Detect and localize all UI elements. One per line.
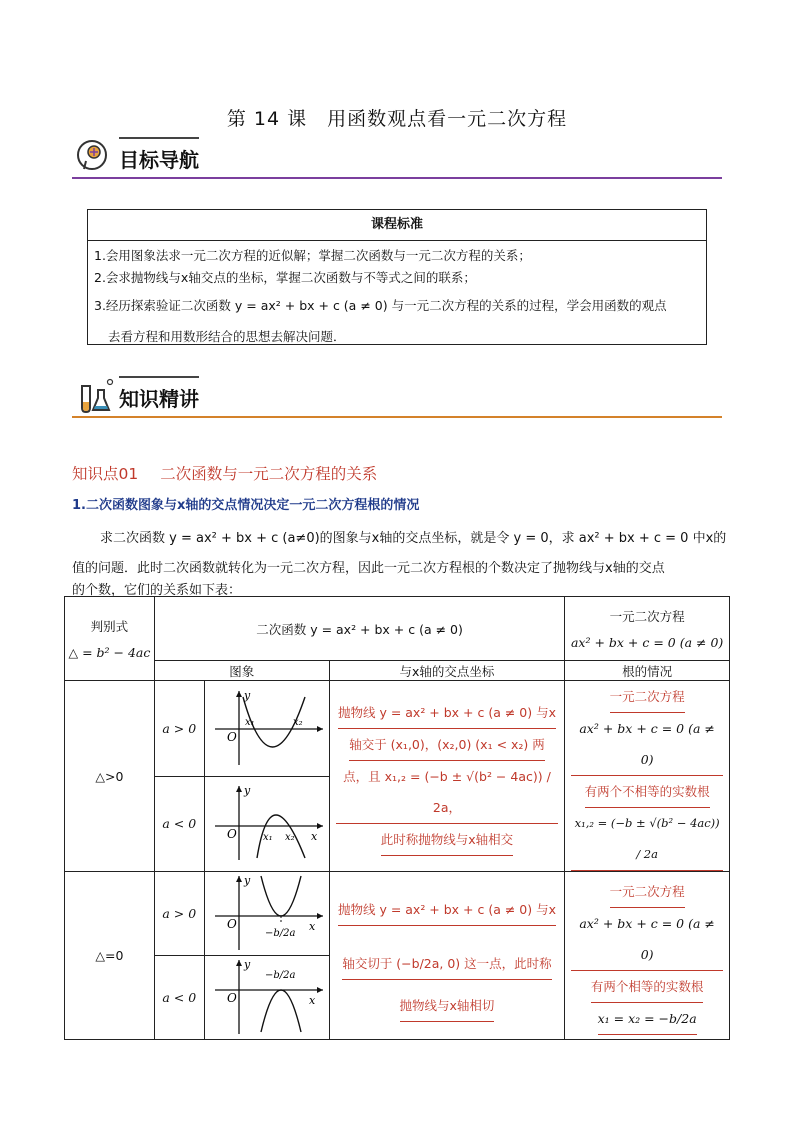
roots-text: x₁ = x₂ = −b/2a (598, 1003, 697, 1035)
relationship-table (64, 596, 730, 1040)
x-axis-label: x (309, 994, 316, 1007)
intersection-text: 轴交切于 (−b/2a, 0) 这一点，此时称 (342, 948, 551, 980)
standard-item: 1.会用图象法求一元二次方程的近似解；掌握二次函数与一元二次方程的关系； (94, 248, 531, 263)
parabola-down-tangent (205, 956, 328, 1036)
parabola-down-two-roots (205, 782, 328, 862)
knowledge-point-title: 二次函数与一元二次方程的关系 (160, 465, 378, 483)
delta-zero: △=0 (65, 872, 155, 1040)
roots-text: ax² + bx + c = 0 (a ≠ 0) (571, 908, 723, 971)
subheading: 1.二次函数图象与x轴的交点情况决定一元二次方程根的情况 (72, 498, 420, 513)
graph-cell (204, 872, 329, 956)
section-goal-header (72, 135, 722, 179)
intersection-text: 轴交于 (x₁,0)，(x₂,0) (x₁ < x₂) 两 (349, 729, 545, 761)
knowledge-point-label: 知识点01 (72, 465, 139, 483)
roots-text: 有两个不相等的实数根 (585, 776, 710, 808)
parabola-up-two-roots (205, 687, 328, 767)
discriminant-formula: △ = b² − 4ac (68, 645, 151, 660)
equation-header-formula: ax² + bx + c = 0 (a ≠ 0) (570, 635, 724, 650)
intersection-text: 抛物线 y = ax² + bx + c (a ≠ 0) 与x (338, 697, 556, 729)
roots-text: 一元二次方程 (610, 681, 685, 713)
roots-text: ax² + bx + c = 0 (a ≠ 0) (571, 713, 723, 776)
brain-head-icon (74, 135, 114, 175)
intersection-cell-tangent (329, 872, 565, 1040)
delta-positive: △>0 (65, 681, 155, 872)
standard-item: 2.会求抛物线与x轴交点的坐标，掌握二次函数与不等式之间的联系； (94, 270, 476, 285)
standard-item: 去看方程和用数形结合的思想去解决问题． (108, 329, 346, 344)
roots-cell-two-roots (565, 681, 730, 872)
vertex-label: −b/2a (265, 928, 296, 939)
graph-cell (204, 956, 329, 1040)
equation-header-cell (565, 597, 730, 661)
flask-icon (74, 376, 114, 416)
case-a-negative: a < 0 (154, 956, 204, 1040)
x1-label: x₁ (263, 832, 273, 844)
section-knowledge-title: 知识精讲 (119, 387, 199, 411)
intersection-cell-two-points (329, 681, 565, 872)
parabola-up-tangent (205, 872, 328, 952)
course-standards-box (87, 209, 707, 345)
section-knowledge-header (72, 374, 722, 418)
roots-text: x₁,₂ = (−b ± √(b² − 4ac)) / 2a (571, 808, 723, 871)
vertex-label: −b/2a (265, 970, 296, 981)
roots-text: 一元二次方程 (610, 876, 685, 908)
knowledge-point-heading (72, 462, 399, 484)
page-title: 第 14 课 用函数观点看一元二次方程 (226, 108, 568, 130)
paragraph-line: 值的问题．此时二次函数就转化为一元二次方程，因此一元二次方程根的个数决定了抛物线与x轴的交点 (72, 561, 665, 576)
origin-label: O (227, 917, 238, 931)
course-standards-header: 课程标准 (88, 210, 706, 241)
standard-item: 3.经历探索验证二次函数 y = ax² + bx + c (a ≠ 0) 与一元二次方程的关系的过程，学会用函数的观点 (94, 298, 667, 313)
case-a-negative: a < 0 (154, 776, 204, 872)
intersection-text: 点，且 x₁,₂ = (−b ± √(b² − 4ac)) / 2a， (336, 761, 559, 824)
graph-cell (204, 776, 329, 872)
y-axis-label: y (244, 688, 251, 702)
x2-label: x₂ (285, 832, 295, 844)
discriminant-header-cell (65, 597, 155, 681)
x-axis-label: x (309, 920, 316, 933)
paragraph-line: 求二次函数 y = ax² + bx + c (a≠0)的图象与x轴的交点坐标，就是令 y = 0，求 ax² + bx + c = 0 中x的 (100, 531, 727, 546)
intersection-subheader: 与x轴的交点坐标 (329, 661, 565, 681)
roots-subheader: 根的情况 (565, 661, 730, 681)
intersection-text: 抛物线 y = ax² + bx + c (a ≠ 0) 与x (338, 894, 556, 926)
equation-header-label: 一元二次方程 (609, 609, 685, 624)
intersection-text: 此时称抛物线与x轴相交 (381, 824, 513, 856)
case-a-positive: a > 0 (154, 872, 204, 956)
discriminant-label: 判别式 (90, 619, 129, 634)
graph-cell (204, 681, 329, 777)
y-axis-label: y (244, 784, 251, 798)
paragraph-line: 的个数，它们的关系如下表： (72, 583, 242, 598)
intersection-text: 抛物线与x轴相切 (400, 990, 495, 1022)
roots-text: 有两个相等的实数根 (591, 971, 704, 1003)
origin-label: O (227, 991, 238, 1005)
graph-subheader: 图象 (154, 661, 329, 681)
x2-label: x₂ (293, 716, 303, 728)
case-a-positive: a > 0 (154, 681, 204, 777)
y-axis-label: y (244, 958, 251, 971)
section-goal-title: 目标导航 (119, 148, 199, 172)
origin-label: O (227, 827, 238, 842)
x1-label: x₁ (245, 716, 255, 728)
x-axis-label: x (311, 830, 318, 844)
roots-cell-equal-roots (565, 872, 730, 1040)
y-axis-label: y (244, 874, 251, 887)
function-header: 二次函数 y = ax² + bx + c (a ≠ 0) (154, 597, 564, 661)
origin-label: O (227, 729, 238, 744)
